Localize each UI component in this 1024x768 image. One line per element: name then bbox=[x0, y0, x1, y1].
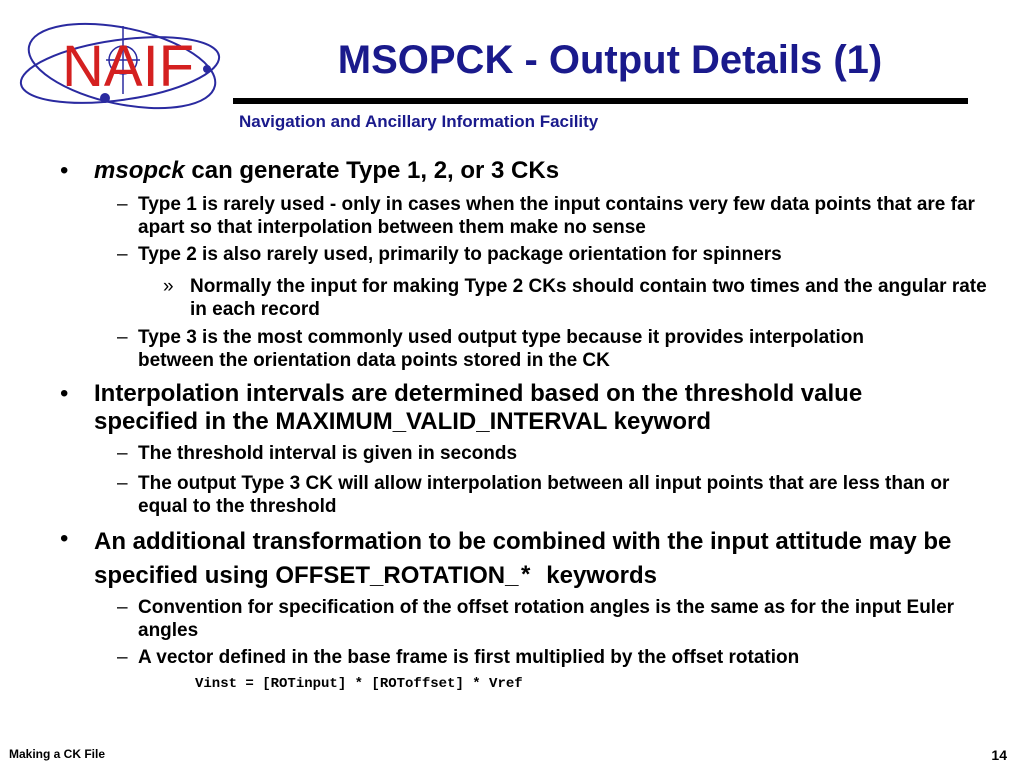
rotation-formula: Vinst = [ROTinput] * [ROToffset] * Vref bbox=[195, 676, 523, 692]
raquo-marker: » bbox=[163, 276, 174, 297]
bullet-marker: • bbox=[60, 157, 69, 184]
bullet-1-sub-2: Type 2 is also rarely used, primarily to package orientation for spinners bbox=[138, 244, 782, 265]
bullet-1 bbox=[94, 157, 994, 185]
naif-logo bbox=[10, 18, 225, 118]
title-divider bbox=[233, 98, 968, 104]
bullet-3-sub-2: A vector defined in the base frame is first multiplied by the offset rotation bbox=[138, 647, 800, 668]
bullet-1-text: can generate Type 1, 2, or 3 CKs bbox=[184, 157, 560, 184]
dash-marker: – bbox=[117, 244, 128, 265]
footer-title: Making a CK File bbox=[9, 747, 106, 761]
slide-subtitle: Navigation and Ancillary Information Facility bbox=[239, 112, 599, 131]
dash-marker: – bbox=[117, 597, 128, 618]
bullet-2: Interpolation intervals are determined based on the threshold value specified in the MAXIMUM_VALID_INTERVAL keyword bbox=[94, 380, 863, 435]
bullet-1-sub-2-sub-1: Normally the input for making Type 2 CKs should contain two times and the angular rate in each record bbox=[190, 276, 987, 320]
dash-marker: – bbox=[117, 194, 128, 215]
bullet-3 bbox=[94, 525, 994, 595]
bullet-marker: • bbox=[60, 380, 69, 407]
bullet-1-emphasis: msopck bbox=[94, 157, 185, 184]
bullet-3-wildcard: * bbox=[518, 564, 533, 591]
dash-marker: – bbox=[117, 647, 128, 668]
bullet-1-sub-3: Type 3 is the most commonly used output type because it provides interpolation between the orientation data points stored in the CK bbox=[138, 327, 864, 371]
bullet-3-sub-1: Convention for specification of the offset rotation angles is the same as for the input Euler angles bbox=[138, 597, 955, 641]
logo-text: NAIF bbox=[62, 34, 195, 99]
bullet-2-sub-1: The threshold interval is given in seconds bbox=[138, 443, 518, 464]
dash-marker: – bbox=[117, 473, 128, 494]
bullet-1-sub-1: Type 1 is rarely used - only in cases when the input contains very few data points that are far apart so that interpolation between them make no sense bbox=[138, 194, 975, 238]
slide-title: MSOPCK - Output Details (1) bbox=[337, 38, 883, 82]
bullet-marker: • bbox=[60, 525, 69, 552]
bullet-3-keywords: keywords bbox=[532, 562, 657, 589]
dash-marker: – bbox=[117, 327, 128, 348]
page-number: 14 bbox=[991, 747, 1007, 763]
dash-marker: – bbox=[117, 443, 128, 464]
bullet-3-text: An additional transformation to be combined with the input attitude may be specified using OFFSET_ROTATION_ bbox=[94, 528, 952, 589]
bullet-2-sub-2: The output Type 3 CK will allow interpolation between all input points that are less than or equal to the threshold bbox=[138, 473, 950, 517]
